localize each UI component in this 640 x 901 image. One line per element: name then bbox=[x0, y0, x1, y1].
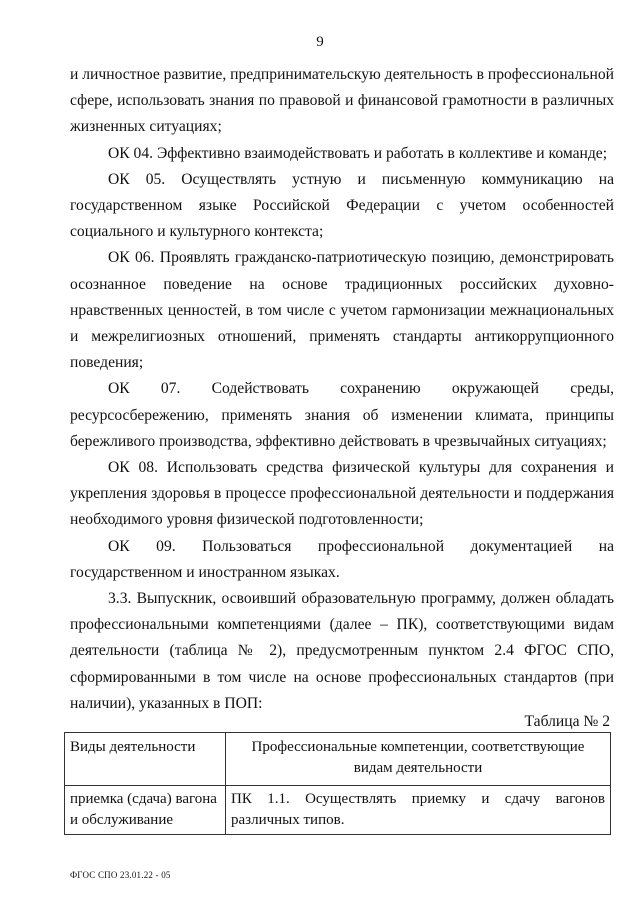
cell-competency: ПК 1.1. Осуществлять приемку и сдачу вагонов различных типов. bbox=[226, 786, 611, 835]
paragraph-ok-06: ОК 06. Проявлять гражданско-патриотическую позицию, демонстрировать осознанное поведение на основе традиционных российских духовно-нравственных ценностей, в том числе с учетом гармонизации межнациональных и межрелигиозных отношений, применять стандарты антикоррупционного поведения; bbox=[70, 249, 614, 372]
header-activity: Виды деятельности bbox=[65, 733, 226, 786]
paragraph-ok-05: ОК 05. Осуществлять устную и письменную коммуникацию на государственном языке Российской Федерации с учетом особенностей социального и культурного контекста; bbox=[70, 170, 614, 241]
paragraph-ok-08: ОК 08. Использовать средства физической культуры для сохранения и укрепления здоровья в процессе профессиональной деятельности и поддержания необходимого уровня физической подготовленности; bbox=[70, 459, 614, 529]
paragraph-3-3: 3.3. Выпускник, освоивший образовательную программу, должен обладать профессиональными компетенциями (далее – ПК), соответствующими видам деятельности (таблица № 2), предусмотренным пунктом 2.4 ФГОС СПО, сформированными в том числе на основе профессиональных стандартов (при наличии), указанных в ПОП: bbox=[70, 590, 614, 712]
document-body bbox=[70, 62, 614, 717]
paragraph-ok-07: ОК 07. Содействовать сохранению окружающей среды, ресурсосбережению, применять знания об изменении климата, принципы бережливого производства, эффективно действовать в чрезвычайных ситуациях; bbox=[70, 380, 614, 450]
table-row bbox=[65, 786, 611, 835]
footer-code: ФГОС СПО 23.01.22 - 05 bbox=[70, 870, 171, 880]
competency-table bbox=[64, 732, 611, 835]
paragraph-ok-09: ОК 09. Пользоваться профессиональной документацией на государственном и иностранном языках. bbox=[70, 537, 614, 581]
paragraph-ok-04: ОК 04. Эффективно взаимодействовать и работать в коллективе и команде; bbox=[108, 144, 608, 162]
table-caption: Таблица № 2 bbox=[524, 713, 610, 730]
paragraph-continuation: и личностное развитие, предпринимательскую деятельность в профессиональной сфере, использовать знания по правовой и финансовой грамотности в различных жизненных ситуациях; bbox=[70, 66, 614, 136]
header-competency: Профессиональные компетенции, соответствующие видам деятельности bbox=[226, 733, 611, 786]
table-header-row bbox=[65, 733, 611, 786]
cell-activity: приемка (сдача) вагона и обслуживание bbox=[65, 786, 226, 835]
page-number: 9 bbox=[316, 34, 324, 50]
